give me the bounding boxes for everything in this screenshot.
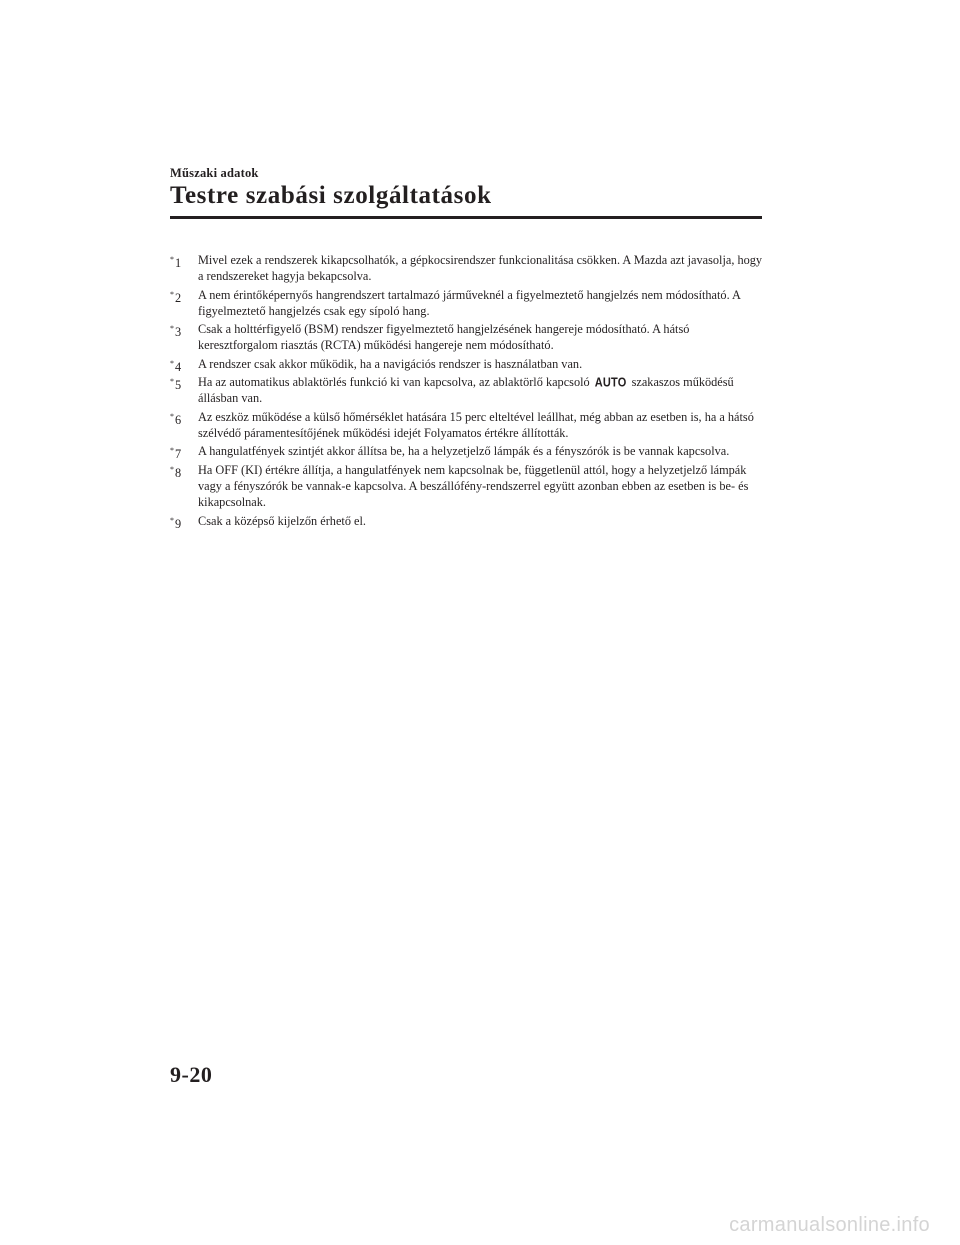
footnote-text: Csak a középső kijelzőn érhető el. bbox=[198, 513, 367, 528]
watermark: carmanualsonline.info bbox=[729, 1214, 930, 1236]
footnote-text: Az eszköz működése a külső hőmérséklet hatására 15 perc elteltével leállhat, még abban az esetben is, ha a hátsó szélvédő páramentesítőjének működési idejét Folyamatos értékre állították. bbox=[198, 409, 754, 440]
footnote-marker: *5 bbox=[170, 377, 182, 393]
footnote-marker: *2 bbox=[170, 289, 182, 305]
footnote-list bbox=[170, 252, 770, 531]
footnote-text: Csak a holttérfigyelő (BSM) rendszer figyelmeztető hangjelzésének hangereje módosítható. A hátsó keresztforgalom riasztás (RCTA) működési hangereje nem módosítható. bbox=[198, 322, 690, 353]
footnote-marker: *9 bbox=[170, 515, 182, 531]
footnote-item bbox=[170, 462, 770, 511]
footnote-marker: *1 bbox=[170, 255, 182, 270]
footnote-text: Ha az automatikus ablaktörlés funkció ki van kapcsolva, az ablaktörlő kapcsoló bbox=[198, 375, 590, 390]
footnote-item bbox=[170, 321, 770, 353]
footnote-item bbox=[170, 409, 770, 441]
auto-wiper-position-icon: AUTO bbox=[594, 376, 627, 390]
footnote-text: A hangulatfények szintjét akkor állítsa be, ha a helyzetjelző lámpák és a fényszórók is be vannak kapcsolva. bbox=[198, 444, 730, 459]
footnote-item bbox=[170, 513, 770, 529]
footnote-text: Ha OFF (KI) értékre állítja, a hangulatfények nem kapcsolnak be, függetlenül attól, hogy a helyzetjelző lámpák vagy a fényszórók be vannak-e kapcsolva. A beszállófény-rendszerrel együtt azonban ebben az esetben is be- és kikapcsolnak. bbox=[198, 462, 749, 510]
footnote-item bbox=[170, 287, 770, 319]
footnote-text: A nem érintőképernyős hangrendszert tartalmazó járműveknél a figyelmeztető hangjelzés nem módosítható. A figyelmeztető hangjelzés csak egy sípoló hang. bbox=[198, 287, 741, 318]
footnote-item bbox=[170, 374, 770, 406]
footnote-item bbox=[170, 252, 770, 284]
footnote-marker: *8 bbox=[170, 464, 182, 480]
footnote-item bbox=[170, 443, 770, 462]
title-divider bbox=[170, 216, 762, 219]
footnote-marker: *4 bbox=[170, 358, 182, 374]
footnote-marker: *3 bbox=[170, 324, 182, 340]
footnote-marker: *7 bbox=[170, 446, 182, 462]
footnote-text: A rendszer csak akkor működik, ha a navigációs rendszer is használatban van. bbox=[198, 356, 583, 371]
page-number: 9-20 bbox=[170, 1062, 213, 1087]
footnote-item bbox=[170, 356, 770, 372]
section-label: Műszaki adatok bbox=[170, 166, 259, 180]
page-title: Testre szabási szolgáltatások bbox=[170, 182, 492, 209]
footnote-marker: *6 bbox=[170, 411, 182, 427]
footnote-text-continued: szakaszos működésű állásban van. bbox=[198, 375, 734, 406]
footnote-text: Mivel ezek a rendszerek kikapcsolhatók, a gépkocsirendszer funkcionalitása csökken. A Mazda azt javasolja, hogy a rendszereket hagyja bekapcsolva. bbox=[198, 253, 763, 284]
